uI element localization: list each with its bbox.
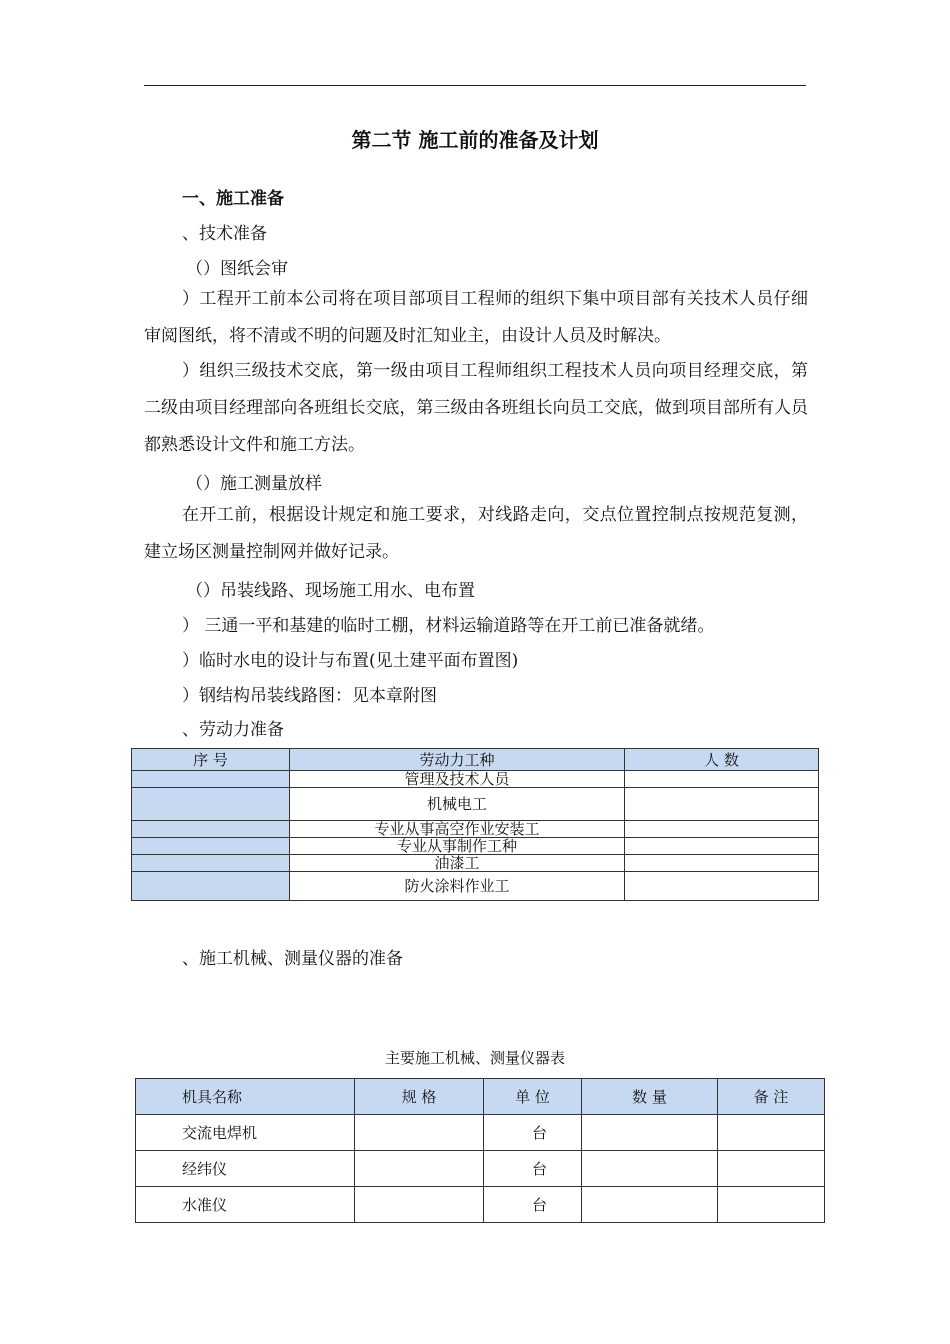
labor-type-cell: 管理及技术人员: [290, 771, 625, 788]
header-cell: 备 注: [718, 1079, 825, 1115]
note-cell: [718, 1187, 825, 1223]
equipment-name-cell: 经纬仪: [136, 1151, 355, 1187]
equipment-table-header: [136, 1079, 825, 1115]
header-cell: 机具名称: [136, 1079, 355, 1115]
sub-heading-technical-prep: 、技术准备: [182, 224, 267, 244]
count-cell: [625, 872, 819, 901]
paragraph-drawing-review: ）工程开工前本公司将在项目部项目工程师的组织下集中项目部有关技术人员仔细审阅图纸，将不清或不明的问题及时汇知业主，由设计人员及时解决。: [144, 289, 808, 346]
equipment-table: [135, 1078, 825, 1223]
header-cell: 数 量: [582, 1079, 718, 1115]
header-rule: [144, 85, 806, 86]
spec-cell: [355, 1115, 484, 1151]
labor-type-cell: 专业从事高空作业安装工: [290, 821, 625, 838]
item-drawing-review: （）图纸会审: [186, 259, 288, 279]
table-row: [136, 1187, 825, 1223]
header-cell: 规 格: [355, 1079, 484, 1115]
row-number-cell: [132, 821, 290, 838]
unit-cell: 台: [484, 1151, 582, 1187]
table-row: [132, 788, 819, 821]
equipment-name-cell: 水准仪: [136, 1187, 355, 1223]
header-cell: 序 号: [132, 749, 290, 771]
table-row: [132, 771, 819, 788]
equipment-table-caption: 主要施工机械、测量仪器表: [384, 1049, 565, 1067]
table-row: [136, 1151, 825, 1187]
paragraph-survey: 在开工前，根据设计规定和施工要求，对线路走向，交点位置控制点按规范复测，建立场区测量控制网并做好记录。: [144, 505, 808, 562]
labor-type-cell: 专业从事制作工种: [290, 838, 625, 855]
note-cell: [718, 1115, 825, 1151]
row-number-cell: [132, 771, 290, 788]
count-cell: [625, 788, 819, 821]
count-cell: [625, 771, 819, 788]
sub-heading-equipment-prep: 、施工机械、测量仪器的准备: [182, 949, 403, 969]
header-cell: 劳动力工种: [290, 749, 625, 771]
sub-heading-labor-prep: 、劳动力准备: [182, 720, 284, 740]
count-cell: [625, 838, 819, 855]
spec-cell: [355, 1151, 484, 1187]
quantity-cell: [582, 1187, 718, 1223]
table-row: [136, 1115, 825, 1151]
labor-type-cell: 机械电工: [290, 788, 625, 821]
header-cell: 单 位: [484, 1079, 582, 1115]
labor-table-header: [132, 749, 819, 771]
row-number-cell: [132, 788, 290, 821]
unit-cell: 台: [484, 1115, 582, 1151]
table-row: [132, 872, 819, 901]
labor-type-cell: 油漆工: [290, 855, 625, 872]
unit-cell: 台: [484, 1187, 582, 1223]
line-hoisting-route: ）钢结构吊装线路图：见本章附图: [182, 686, 437, 706]
count-cell: [625, 821, 819, 838]
item-survey-staking: （）施工测量放样: [186, 474, 322, 494]
equipment-name-cell: 交流电焊机: [136, 1115, 355, 1151]
line-temporary-utilities: ）临时水电的设计与布置(见土建平面布置图): [182, 651, 519, 671]
count-cell: [625, 855, 819, 872]
line-site-prep: ） 三通一平和基建的临时工棚，材料运输道路等在开工前已准备就绪。: [182, 616, 715, 636]
row-number-cell: [132, 838, 290, 855]
item-hoisting-utilities: （）吊装线路、现场施工用水、电布置: [186, 581, 475, 601]
header-cell: 人 数: [625, 749, 819, 771]
spec-cell: [355, 1187, 484, 1223]
paragraph-technical-briefing: ）组织三级技术交底，第一级由项目工程师组织工程技术人员向项目经理交底，第二级由项目经理部向各班组长交底，第三级由各班组长向员工交底，做到项目部所有人员都熟悉设计文件和施工方法。: [144, 361, 808, 455]
table-row: [132, 838, 819, 855]
quantity-cell: [582, 1151, 718, 1187]
note-cell: [718, 1151, 825, 1187]
table-row: [132, 855, 819, 872]
labor-table: [131, 748, 819, 901]
table-row: [132, 821, 819, 838]
heading-construction-prep: 一、施工准备: [182, 189, 284, 209]
labor-type-cell: 防火涂料作业工: [290, 872, 625, 901]
section-title: 第二节 施工前的准备及计划: [351, 128, 599, 152]
row-number-cell: [132, 872, 290, 901]
row-number-cell: [132, 855, 290, 872]
quantity-cell: [582, 1115, 718, 1151]
